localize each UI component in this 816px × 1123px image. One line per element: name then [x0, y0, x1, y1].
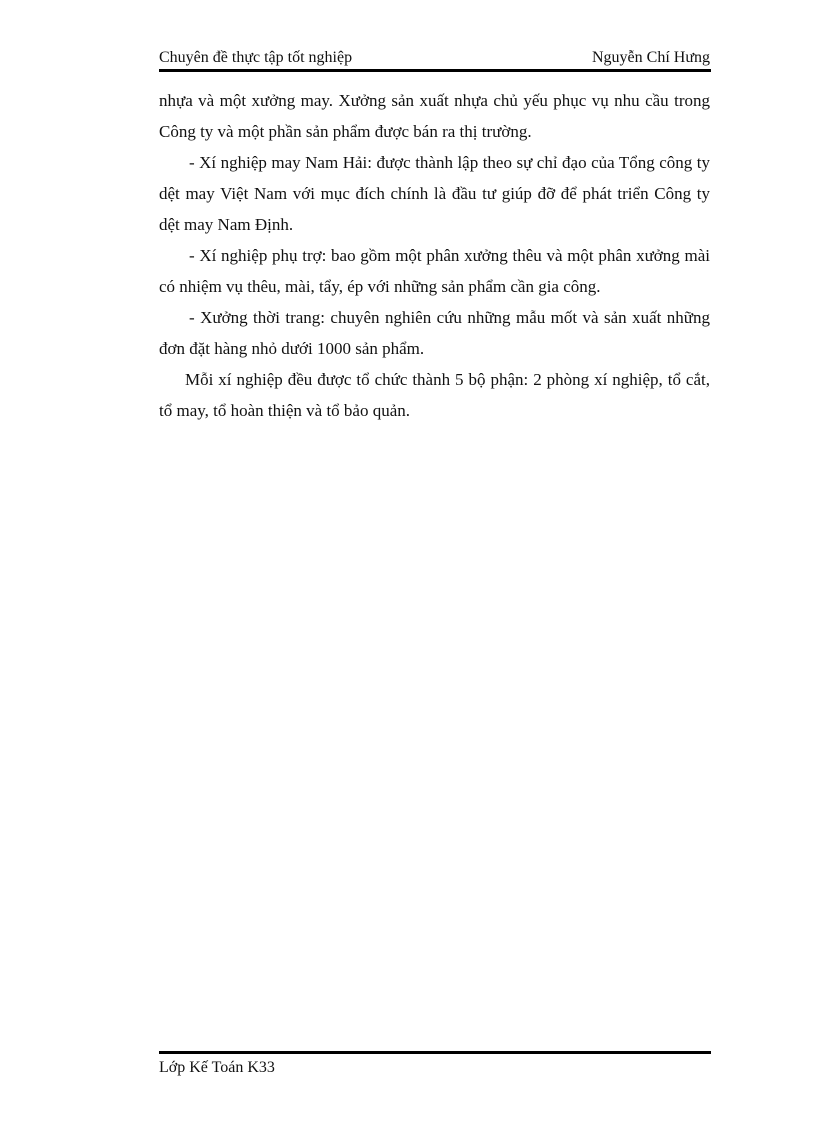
paragraph-continuation: nhựa và một xưởng may. Xưởng sản xuất nhựa chủ yếu phục vụ nhu cầu trong Công ty và một phần sản phẩm được bán ra thị trường.	[159, 91, 710, 141]
paragraph-nam-hai: - Xí nghiệp may Nam Hải: được thành lập theo sự chỉ đạo của Tổng công ty dệt may Việt Nam với mục đích chính là đầu tư giúp đỡ để phát triển Công ty dệt may Nam Định.	[159, 153, 710, 234]
footer-divider	[159, 1051, 711, 1054]
header-title: Chuyên đề thực tập tốt nghiệp	[159, 49, 353, 66]
header-author: Nguyễn Chí Hưng	[592, 49, 710, 66]
paragraph-phu-tro: - Xí nghiệp phụ trợ: bao gồm một phân xưởng thêu và một phân xưởng mài có nhiệm vụ thêu, mài, tẩy, ép với những sản phẩm cần gia công.	[159, 246, 710, 296]
paragraph-thoi-trang: - Xưởng thời trang: chuyên nghiên cứu những mẫu mốt và sản xuất những đơn đặt hàng nhỏ dưới 1000 sản phẩm.	[159, 308, 710, 358]
header-divider	[159, 69, 711, 72]
document-body	[159, 85, 710, 426]
paragraph-bo-phan: Mỗi xí nghiệp đều được tổ chức thành 5 bộ phận: 2 phòng xí nghiệp, tổ cắt, tổ may, tổ hoàn thiện và tổ bảo quản.	[159, 370, 710, 420]
footer-class-label: Lớp Kế Toán K33	[159, 1059, 275, 1076]
page-footer	[159, 1058, 275, 1078]
page-header	[159, 48, 710, 68]
